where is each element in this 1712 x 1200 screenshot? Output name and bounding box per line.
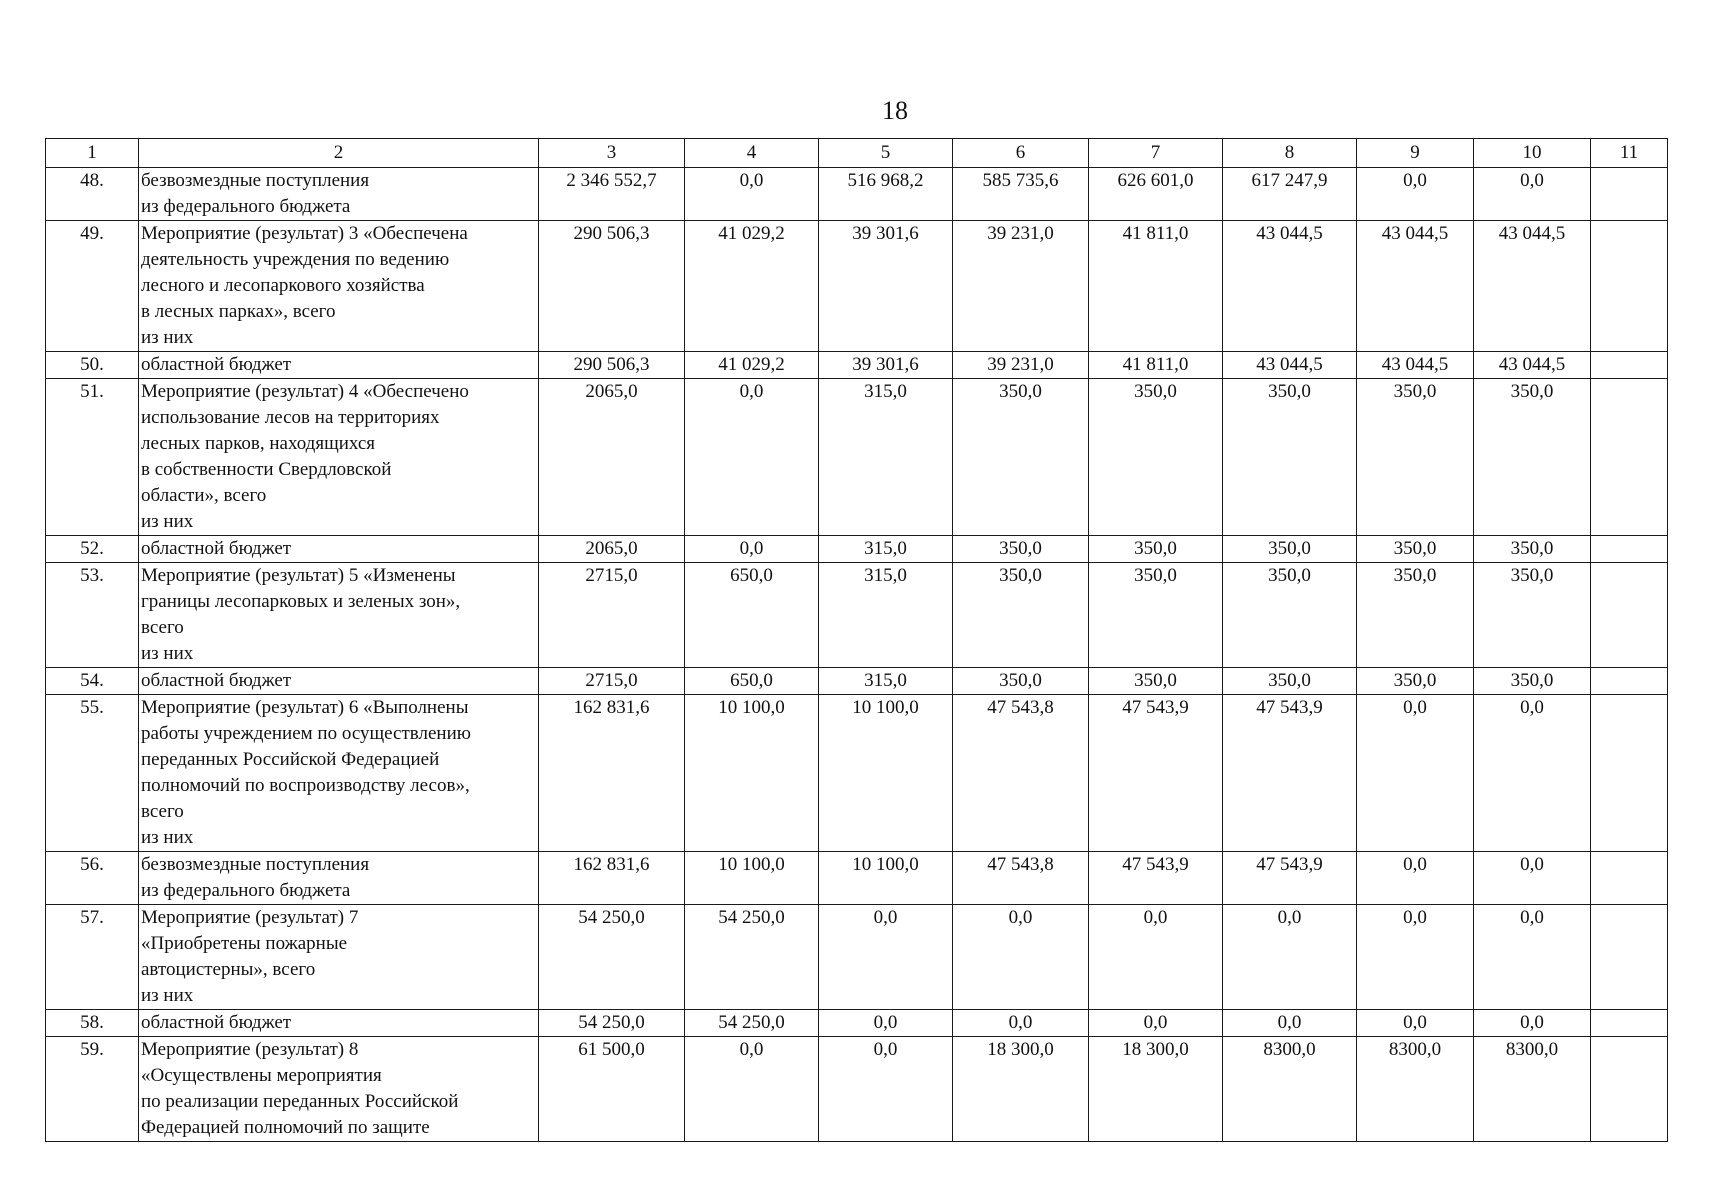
- value-cell: [1591, 1037, 1668, 1142]
- row-number: 51.: [46, 379, 139, 536]
- value-cell: 8300,0: [1357, 1037, 1474, 1142]
- value-cell: 61 500,0: [539, 1037, 685, 1142]
- value-cell: 350,0: [1089, 536, 1223, 563]
- value-cell: 47 543,9: [1089, 852, 1223, 905]
- value-cell: 350,0: [953, 379, 1089, 536]
- value-cell: 47 543,9: [1223, 695, 1357, 852]
- value-cell: 315,0: [819, 379, 953, 536]
- value-cell: [1591, 695, 1668, 852]
- value-cell: 350,0: [1223, 536, 1357, 563]
- value-cell: 0,0: [819, 1037, 953, 1142]
- value-cell: 8300,0: [1474, 1037, 1591, 1142]
- row-description: Мероприятие (результат) 5 «Изменены границы лесопарковых и зеленых зон», всего из них: [139, 563, 539, 668]
- value-cell: 54 250,0: [685, 905, 819, 1010]
- value-cell: 350,0: [1474, 668, 1591, 695]
- value-cell: 350,0: [1474, 536, 1591, 563]
- value-cell: 41 811,0: [1089, 221, 1223, 352]
- value-cell: 0,0: [685, 168, 819, 221]
- value-cell: 162 831,6: [539, 852, 685, 905]
- value-cell: 0,0: [1474, 852, 1591, 905]
- value-cell: [1591, 352, 1668, 379]
- row-number: 54.: [46, 668, 139, 695]
- value-cell: 350,0: [1474, 379, 1591, 536]
- value-cell: 54 250,0: [539, 905, 685, 1010]
- value-cell: 39 301,6: [819, 352, 953, 379]
- row-number: 59.: [46, 1037, 139, 1142]
- value-cell: 350,0: [1357, 536, 1474, 563]
- value-cell: 43 044,5: [1223, 221, 1357, 352]
- value-cell: 43 044,5: [1474, 352, 1591, 379]
- value-cell: 10 100,0: [819, 695, 953, 852]
- value-cell: 0,0: [1223, 1010, 1357, 1037]
- value-cell: [1591, 563, 1668, 668]
- table-row: [46, 563, 1668, 668]
- value-cell: 2065,0: [539, 536, 685, 563]
- value-cell: 0,0: [1089, 1010, 1223, 1037]
- value-cell: 350,0: [1357, 379, 1474, 536]
- column-header: 10: [1474, 139, 1591, 168]
- value-cell: 8300,0: [1223, 1037, 1357, 1142]
- value-cell: 39 301,6: [819, 221, 953, 352]
- value-cell: 0,0: [685, 379, 819, 536]
- column-header: 1: [46, 139, 139, 168]
- value-cell: 54 250,0: [539, 1010, 685, 1037]
- value-cell: 0,0: [1474, 695, 1591, 852]
- value-cell: 0,0: [1474, 168, 1591, 221]
- value-cell: 290 506,3: [539, 352, 685, 379]
- value-cell: 0,0: [1474, 905, 1591, 1010]
- row-description: областной бюджет: [139, 668, 539, 695]
- row-number: 57.: [46, 905, 139, 1010]
- value-cell: 350,0: [1089, 379, 1223, 536]
- value-cell: 617 247,9: [1223, 168, 1357, 221]
- value-cell: [1591, 379, 1668, 536]
- value-cell: 2715,0: [539, 563, 685, 668]
- value-cell: 315,0: [819, 668, 953, 695]
- value-cell: 315,0: [819, 563, 953, 668]
- column-header: 8: [1223, 139, 1357, 168]
- value-cell: 0,0: [685, 1037, 819, 1142]
- row-number: 52.: [46, 536, 139, 563]
- column-header: 4: [685, 139, 819, 168]
- value-cell: 350,0: [1223, 379, 1357, 536]
- row-number: 50.: [46, 352, 139, 379]
- row-description: областной бюджет: [139, 1010, 539, 1037]
- value-cell: 350,0: [1223, 668, 1357, 695]
- value-cell: 41 029,2: [685, 352, 819, 379]
- value-cell: 0,0: [1223, 905, 1357, 1010]
- value-cell: 650,0: [685, 563, 819, 668]
- value-cell: 585 735,6: [953, 168, 1089, 221]
- value-cell: 47 543,9: [1089, 695, 1223, 852]
- row-description: Мероприятие (результат) 7 «Приобретены пожарные автоцистерны», всего из них: [139, 905, 539, 1010]
- value-cell: 54 250,0: [685, 1010, 819, 1037]
- row-description: Мероприятие (результат) 4 «Обеспечено использование лесов на территориях лесных парков, находящихся в собственности Свердловской области», всего из них: [139, 379, 539, 536]
- value-cell: 47 543,9: [1223, 852, 1357, 905]
- value-cell: 516 968,2: [819, 168, 953, 221]
- value-cell: 350,0: [1357, 563, 1474, 668]
- value-cell: 0,0: [1357, 168, 1474, 221]
- value-cell: 650,0: [685, 668, 819, 695]
- value-cell: 162 831,6: [539, 695, 685, 852]
- value-cell: 0,0: [819, 1010, 953, 1037]
- table-row: [46, 852, 1668, 905]
- column-header: 7: [1089, 139, 1223, 168]
- value-cell: 10 100,0: [685, 852, 819, 905]
- value-cell: 41 029,2: [685, 221, 819, 352]
- value-cell: 0,0: [953, 1010, 1089, 1037]
- value-cell: 2715,0: [539, 668, 685, 695]
- value-cell: 43 044,5: [1357, 352, 1474, 379]
- value-cell: 47 543,8: [953, 852, 1089, 905]
- table-row: [46, 536, 1668, 563]
- table-row: [46, 695, 1668, 852]
- column-header: 6: [953, 139, 1089, 168]
- value-cell: 350,0: [1089, 563, 1223, 668]
- value-cell: 39 231,0: [953, 221, 1089, 352]
- row-description: безвозмездные поступления из федерального бюджета: [139, 852, 539, 905]
- table-row: [46, 1037, 1668, 1142]
- value-cell: 290 506,3: [539, 221, 685, 352]
- value-cell: [1591, 668, 1668, 695]
- value-cell: 350,0: [1089, 668, 1223, 695]
- column-header: 3: [539, 139, 685, 168]
- value-cell: 18 300,0: [1089, 1037, 1223, 1142]
- row-description: областной бюджет: [139, 536, 539, 563]
- value-cell: 0,0: [1357, 695, 1474, 852]
- value-cell: 43 044,5: [1474, 221, 1591, 352]
- value-cell: 18 300,0: [953, 1037, 1089, 1142]
- value-cell: 350,0: [953, 563, 1089, 668]
- value-cell: [1591, 536, 1668, 563]
- value-cell: 10 100,0: [685, 695, 819, 852]
- value-cell: 0,0: [953, 905, 1089, 1010]
- value-cell: 39 231,0: [953, 352, 1089, 379]
- value-cell: [1591, 905, 1668, 1010]
- column-header: 2: [139, 139, 539, 168]
- value-cell: 43 044,5: [1223, 352, 1357, 379]
- value-cell: [1591, 1010, 1668, 1037]
- row-number: 49.: [46, 221, 139, 352]
- value-cell: 350,0: [953, 536, 1089, 563]
- value-cell: 315,0: [819, 536, 953, 563]
- budget-table: [45, 138, 1668, 1142]
- table-row: [46, 379, 1668, 536]
- table-row: [46, 1010, 1668, 1037]
- page-number: 18: [882, 96, 908, 125]
- table-row: [46, 905, 1668, 1010]
- row-description: областной бюджет: [139, 352, 539, 379]
- header-row: [46, 139, 1668, 168]
- value-cell: 0,0: [819, 905, 953, 1010]
- value-cell: 350,0: [1357, 668, 1474, 695]
- column-header: 11: [1591, 139, 1668, 168]
- value-cell: 0,0: [1089, 905, 1223, 1010]
- row-description: Мероприятие (результат) 6 «Выполнены работы учреждением по осуществлению переданных Российской Федерацией полномочий по воспроизводству лесов», всего из них: [139, 695, 539, 852]
- column-header: 5: [819, 139, 953, 168]
- column-header: 9: [1357, 139, 1474, 168]
- row-number: 58.: [46, 1010, 139, 1037]
- value-cell: 626 601,0: [1089, 168, 1223, 221]
- value-cell: 10 100,0: [819, 852, 953, 905]
- row-description: Мероприятие (результат) 3 «Обеспечена деятельность учреждения по ведению лесного и лесопаркового хозяйства в лесных парках», всего из них: [139, 221, 539, 352]
- value-cell: 0,0: [685, 536, 819, 563]
- value-cell: [1591, 168, 1668, 221]
- row-description: безвозмездные поступления из федерального бюджета: [139, 168, 539, 221]
- value-cell: [1591, 852, 1668, 905]
- value-cell: 0,0: [1474, 1010, 1591, 1037]
- value-cell: 41 811,0: [1089, 352, 1223, 379]
- value-cell: 350,0: [1474, 563, 1591, 668]
- row-number: 55.: [46, 695, 139, 852]
- value-cell: 350,0: [953, 668, 1089, 695]
- value-cell: 47 543,8: [953, 695, 1089, 852]
- value-cell: 43 044,5: [1357, 221, 1474, 352]
- value-cell: 2065,0: [539, 379, 685, 536]
- row-number: 56.: [46, 852, 139, 905]
- table-row: [46, 352, 1668, 379]
- value-cell: 0,0: [1357, 905, 1474, 1010]
- value-cell: [1591, 221, 1668, 352]
- row-number: 48.: [46, 168, 139, 221]
- row-number: 53.: [46, 563, 139, 668]
- value-cell: 2 346 552,7: [539, 168, 685, 221]
- row-description: Мероприятие (результат) 8 «Осуществлены мероприятия по реализации переданных Российской Федерацией полномочий по защите: [139, 1037, 539, 1142]
- table-row: [46, 168, 1668, 221]
- table-row: [46, 221, 1668, 352]
- value-cell: 0,0: [1357, 852, 1474, 905]
- table-row: [46, 668, 1668, 695]
- value-cell: 0,0: [1357, 1010, 1474, 1037]
- value-cell: 350,0: [1223, 563, 1357, 668]
